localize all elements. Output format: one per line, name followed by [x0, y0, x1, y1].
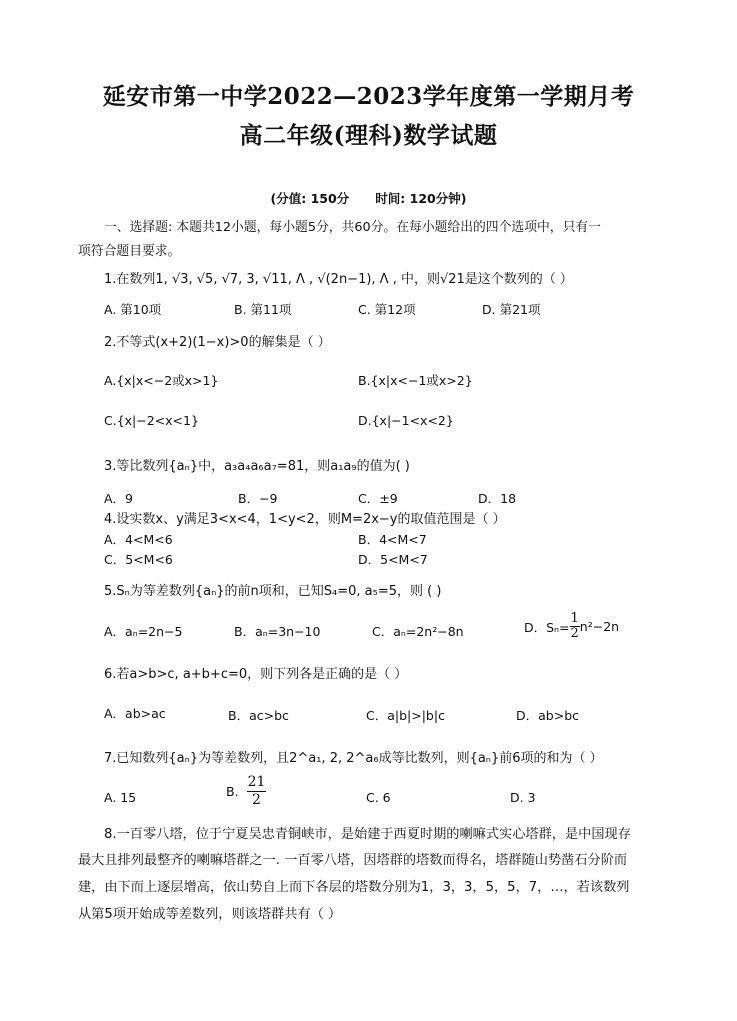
q2-option-a: A.{x|x<−2或x>1} — [104, 373, 219, 388]
q3-option-a: A．9 — [104, 491, 134, 506]
question-7-stem: 7.已知数列{aₙ}为等差数列，且2^a₁, 2, 2^a₆成等比数列，则{aₙ}前6项的和为（ ） — [104, 751, 603, 766]
question-5-stem: 5.Sₙ为等差数列{aₙ}的前n项和，已知S₄=0, a₅=5，则 ( ) — [104, 584, 442, 599]
q5-option-d — [524, 612, 619, 641]
section-intro-line2: 项符合题目要求。 — [78, 244, 181, 259]
q6-option-c: C．a|b|>|b|c — [366, 708, 445, 723]
q5-fraction-denominator: 2 — [570, 626, 579, 641]
q3-option-c: C．±9 — [358, 491, 398, 506]
q1-option-b: B. 第11项 — [234, 302, 292, 317]
score-time-info: (分值: 150分 时间: 120分钟) — [270, 191, 467, 206]
question-8-line1: 8.一百零八塔，位于宁夏吴忠青铜峡市，是始建于西夏时期的喇嘛式实心塔群，是中国现存 — [104, 827, 631, 842]
exam-title: 延安市第一中学2022—2023学年度第一学期月考 — [102, 83, 635, 110]
q1-option-c: C. 第12项 — [358, 302, 416, 317]
q1-option-d: D. 第21项 — [482, 302, 541, 317]
question-6-stem: 6.若a>b>c, a+b+c=0，则下列各是正确的是（ ） — [104, 667, 408, 682]
q7-option-b-fraction — [247, 774, 267, 809]
q2-option-b: B.{x|x<−1或x>2} — [358, 373, 473, 388]
q7-option-b-label: B. — [226, 784, 239, 799]
q5-option-c: C．aₙ=2n²−8n — [372, 624, 464, 639]
q5-option-b: B．aₙ=3n−10 — [234, 624, 321, 639]
q5-option-a: A．aₙ=2n−5 — [104, 624, 183, 639]
q6-option-b: B．ac>bc — [228, 708, 289, 723]
q7-option-a: A. 15 — [104, 790, 137, 805]
q5-option-d-label: D．Sₙ= — [524, 619, 570, 635]
q4-option-c: C．5<M<6 — [104, 552, 173, 567]
q3-option-d: D．18 — [478, 491, 517, 506]
q5-option-d-rest: n²−2n — [579, 619, 620, 634]
q1-option-a: A. 第10项 — [104, 302, 162, 317]
q7-option-b — [226, 774, 266, 809]
q7-option-d: D. 3 — [510, 790, 536, 805]
section-intro-line1: 一、选择题: 本题共12小题，每小题5分，共60分。在每小题给出的四个选项中，只有一 — [104, 220, 601, 235]
q5-fraction-numerator: 1 — [570, 611, 579, 626]
q7-fraction-denominator: 2 — [252, 792, 261, 808]
q4-option-a: A．4<M<6 — [104, 532, 173, 547]
question-8-line2: 最大且排列最整齐的喇嘛塔群之一. 一百零八塔，因塔群的塔数而得名，塔群随山势凿石分阶而 — [78, 853, 628, 868]
q4-option-b: B．4<M<7 — [358, 532, 427, 547]
question-8-line4: 从第5项开始成等差数列，则该塔群共有（ ） — [78, 907, 342, 922]
q2-option-d: D.{x|−1<x<2} — [358, 413, 454, 428]
q7-fraction-numerator: 21 — [247, 774, 266, 790]
question-1-stem: 1.在数列1, √3, √5, √7, 3, √11, Λ , √(2n−1), Λ , 中，则√21是这个数列的（ ） — [104, 272, 573, 287]
q4-option-d: D．5<M<7 — [358, 552, 428, 567]
q7-option-c: C. 6 — [366, 790, 391, 805]
question-3-stem: 3.等比数列{aₙ}中，a₃a₄a₆a₇=81，则a₁a₉的值为( ) — [104, 459, 410, 474]
q2-option-c: C.{x|−2<x<1} — [104, 413, 199, 428]
question-2-stem: 2.不等式(x+2)(1−x)>0的解集是（ ） — [104, 335, 331, 350]
q6-option-a: A．ab>ac — [104, 706, 166, 721]
q6-option-d: D．ab>bc — [516, 708, 580, 723]
q3-option-b: B．−9 — [238, 491, 278, 506]
question-4-stem: 4.设实数x、y满足3<x<4，1<y<2，则M=2x−y的取值范围是（ ） — [104, 512, 506, 527]
q5-option-d-fraction — [570, 612, 580, 641]
exam-subtitle: 高二年级(理科)数学试题 — [239, 122, 498, 149]
question-8-line3: 建，由下而上逐层增高，依山势自上而下各层的塔数分别为1，3，3，5，5，7，…，若该数列 — [78, 880, 630, 895]
